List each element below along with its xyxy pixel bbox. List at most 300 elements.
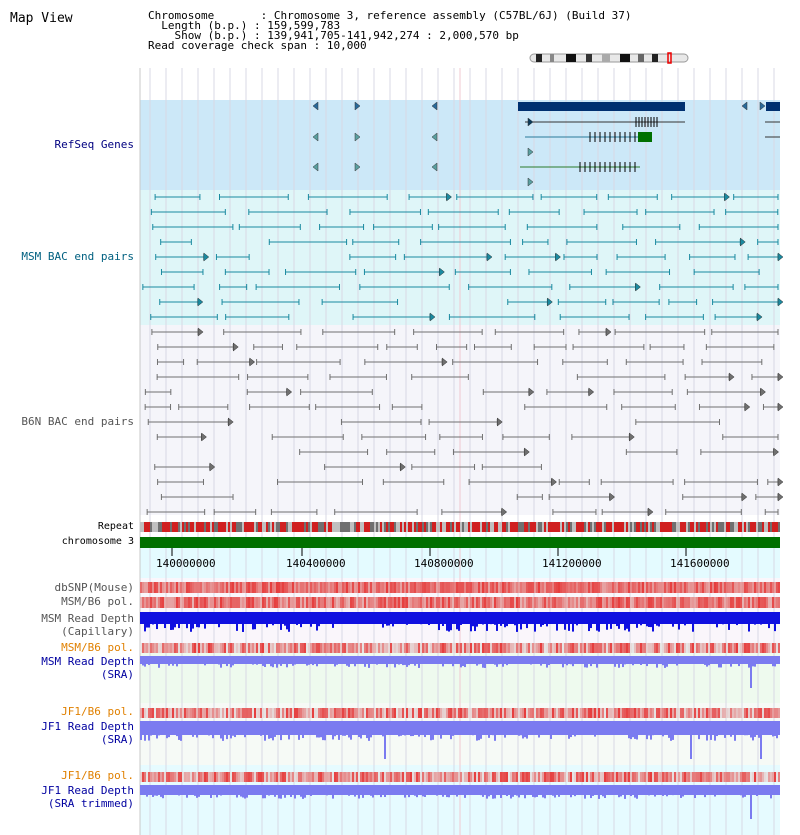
track-label-msm-depth-sra[interactable]: MSM Read Depth (41, 655, 134, 668)
pol-cell (346, 643, 348, 653)
depth-bar (698, 721, 700, 739)
pol-cell (772, 772, 774, 782)
dbsnp-cell (174, 582, 176, 593)
pol-cell (526, 597, 528, 608)
repeat-bar (318, 522, 320, 532)
repeat-bar (482, 522, 484, 532)
pol-cell (690, 597, 692, 608)
repeat-bar (172, 522, 174, 532)
depth-bar (554, 721, 556, 735)
repeat-bar (434, 522, 436, 532)
pol-cell (496, 708, 498, 718)
pol-cell (350, 772, 352, 782)
repeat-bar (162, 522, 164, 532)
dbsnp-cell (208, 582, 210, 593)
pol-cell (318, 643, 320, 653)
depth-bar (222, 612, 224, 624)
dbsnp-cell (374, 582, 376, 593)
depth-bar (408, 656, 410, 665)
depth-bar (418, 785, 420, 795)
depth-bar (462, 721, 464, 735)
depth-bar (246, 612, 248, 624)
repeat-bar (746, 522, 748, 532)
repeat-bar (778, 522, 780, 532)
pol-cell (450, 772, 452, 782)
depth-bar (666, 785, 668, 796)
depth-bar (530, 612, 532, 624)
track-label-jf1-depth[interactable]: JF1 Read Depth (41, 720, 134, 733)
dbsnp-cell (766, 582, 768, 593)
pol-cell (440, 772, 442, 782)
repeat-bar (236, 522, 238, 532)
pol-cell (296, 597, 298, 608)
track-label-msm-bac[interactable]: MSM BAC end pairs (21, 250, 134, 263)
pol-cell (224, 597, 226, 608)
pol-cell (576, 772, 578, 782)
depth-bar (314, 656, 316, 664)
repeat-bar (292, 522, 294, 532)
dbsnp-cell (670, 582, 672, 593)
dbsnp-cell (250, 582, 252, 593)
depth-bar (702, 656, 704, 664)
pol-cell (250, 772, 252, 782)
depth-bar (248, 721, 250, 735)
pol-cell (242, 708, 244, 718)
pol-cell (418, 643, 420, 653)
depth-bar (458, 656, 460, 664)
depth-bar (688, 612, 690, 624)
depth-bar (286, 785, 288, 795)
pol-cell (536, 597, 538, 608)
pol-cell (220, 597, 222, 608)
pol-cell (390, 597, 392, 608)
depth-bar (426, 656, 428, 664)
dbsnp-cell (258, 582, 260, 593)
depth-bar (220, 721, 222, 738)
depth-bar (776, 721, 778, 738)
depth-bar (376, 721, 378, 735)
pol-cell (534, 772, 536, 782)
pol-cell (188, 597, 190, 608)
pol-cell (558, 643, 560, 653)
depth-bar (602, 656, 604, 664)
pol-cell (574, 597, 576, 608)
depth-bar (534, 612, 536, 632)
pol-cell (318, 772, 320, 782)
pol-cell (504, 643, 506, 653)
bac-arrow (524, 448, 529, 456)
pol-cell (548, 708, 550, 718)
depth-bar (528, 785, 530, 795)
depth-bar (734, 785, 736, 795)
track-label-msm-b6-pol[interactable]: MSM/B6 pol. (61, 595, 134, 608)
depth-bar (294, 721, 296, 735)
depth-bar (752, 785, 754, 795)
pol-cell (448, 643, 450, 653)
depth-bar (718, 785, 720, 795)
depth-bar (602, 612, 604, 624)
pol-cell (464, 708, 466, 718)
pol-cell (464, 643, 466, 653)
depth-bar (158, 656, 160, 668)
depth-bar (202, 656, 204, 664)
depth-bar (668, 785, 670, 795)
repeat-bar (560, 522, 562, 532)
depth-bar (494, 656, 496, 665)
pol-cell (694, 772, 696, 782)
pol-cell (548, 643, 550, 653)
pol-cell (184, 708, 186, 718)
depth-bar (360, 785, 362, 795)
pol-cell (266, 597, 268, 608)
repeat-bar (186, 522, 188, 532)
repeat-bar (602, 522, 604, 532)
depth-bar (376, 785, 378, 795)
dbsnp-cell (496, 582, 498, 593)
depth-bar (438, 656, 440, 664)
pol-cell (650, 772, 652, 782)
depth-bar (268, 721, 270, 739)
depth-bar (470, 656, 472, 664)
depth-bar (422, 656, 424, 664)
dbsnp-cell (194, 582, 196, 593)
pol-cell (704, 597, 706, 608)
depth-bar (260, 656, 262, 664)
pol-cell (308, 597, 310, 608)
pol-cell (246, 597, 248, 608)
depth-bar (300, 656, 302, 664)
dbsnp-cell (140, 582, 142, 593)
pol-cell (332, 597, 334, 608)
track-label-msm-b6-pol-sra[interactable]: MSM/B6 pol. (61, 641, 134, 654)
dbsnp-cell (282, 582, 284, 593)
dbsnp-cell (352, 582, 354, 593)
track-label-repeat[interactable]: Repeat (97, 521, 134, 532)
repeat-bar (672, 522, 674, 532)
depth-bar (242, 785, 244, 797)
depth-bar (558, 785, 560, 797)
repeat-bar (460, 522, 462, 532)
depth-bar (344, 656, 346, 664)
pol-cell (446, 597, 448, 608)
repeat-bar (772, 522, 774, 532)
repeat-bar (762, 522, 764, 532)
depth-bar (526, 785, 528, 795)
pol-cell (186, 597, 188, 608)
pol-cell (730, 597, 732, 608)
pol-cell (656, 772, 658, 782)
depth-bar (586, 612, 588, 624)
track-label-chromosome[interactable]: chromosome 3 (61, 536, 134, 547)
depth-bar (236, 656, 238, 664)
pol-cell (754, 708, 756, 718)
pol-cell (174, 597, 176, 608)
dbsnp-cell (386, 582, 388, 593)
pol-cell (634, 597, 636, 608)
depth-bar (218, 612, 220, 627)
depth-bar (174, 785, 176, 795)
depth-bar (750, 721, 752, 737)
pol-cell (748, 772, 750, 782)
depth-bar (438, 785, 440, 795)
depth-bar (664, 721, 666, 735)
depth-bar (532, 721, 534, 735)
pol-cell (690, 708, 692, 718)
repeat-bar (614, 522, 616, 532)
depth-bar (328, 656, 330, 664)
pol-cell (582, 772, 584, 782)
pol-cell (464, 772, 466, 782)
pol-cell (292, 597, 294, 608)
pol-cell (490, 772, 492, 782)
pol-cell (408, 772, 410, 782)
depth-bar (644, 785, 646, 795)
pol-cell (588, 772, 590, 782)
pol-cell (204, 643, 206, 653)
pol-cell (286, 772, 288, 782)
depth-bar (240, 721, 242, 735)
depth-bar (700, 785, 702, 795)
dbsnp-cell (654, 582, 656, 593)
pol-cell (278, 708, 280, 718)
pol-cell (228, 597, 230, 608)
pol-cell (186, 643, 188, 653)
pol-cell (542, 708, 544, 718)
pol-cell (394, 643, 396, 653)
dbsnp-cell (216, 582, 218, 593)
pol-cell (662, 643, 664, 653)
pol-cell (366, 772, 368, 782)
pol-cell (652, 772, 654, 782)
track-label-refseq[interactable]: RefSeq Genes (54, 138, 134, 151)
pol-cell (686, 643, 688, 653)
depth-bar (312, 785, 314, 795)
depth-bar (430, 656, 432, 664)
depth-bar (768, 656, 770, 664)
dbsnp-cell (172, 582, 174, 593)
track-label-msm-depth-cap[interactable]: MSM Read Depth (41, 612, 134, 625)
depth-bar (322, 721, 324, 740)
bac-arrow (552, 478, 557, 486)
pol-cell (296, 708, 298, 718)
depth-bar (376, 612, 378, 624)
depth-bar (760, 721, 762, 759)
repeat-bar (664, 522, 666, 532)
dbsnp-cell (724, 582, 726, 593)
depth-bar (246, 721, 248, 735)
dbsnp-cell (758, 582, 760, 593)
pol-cell (274, 708, 276, 718)
repeat-bar (350, 522, 352, 532)
repeat-bar (370, 522, 372, 532)
pol-cell (598, 772, 600, 782)
repeat-bar (530, 522, 532, 532)
pol-cell (536, 772, 538, 782)
pol-cell (152, 772, 154, 782)
bac-arrow (729, 373, 734, 381)
pol-cell (488, 772, 490, 782)
pol-cell (170, 708, 172, 718)
pol-cell (238, 772, 240, 782)
pol-cell (272, 772, 274, 782)
depth-bar (386, 612, 388, 626)
dbsnp-cell (430, 582, 432, 593)
pol-cell (434, 708, 436, 718)
pol-cell (544, 597, 546, 608)
pol-cell (584, 597, 586, 608)
pol-cell (468, 708, 470, 718)
pol-cell (590, 643, 592, 653)
track-label-dbsnp[interactable]: dbSNP(Mouse) (54, 581, 134, 594)
pol-cell (728, 708, 730, 718)
depth-bar (356, 721, 358, 735)
pol-cell (714, 597, 716, 608)
depth-bar (690, 785, 692, 795)
depth-bar (360, 721, 362, 738)
depth-bar (606, 721, 608, 735)
depth-bar (230, 785, 232, 795)
pol-cell (510, 597, 512, 608)
depth-bar (518, 612, 520, 624)
pol-cell (180, 772, 182, 782)
depth-bar (680, 612, 682, 624)
pol-cell (240, 643, 242, 653)
pol-cell (308, 772, 310, 782)
depth-bar (746, 612, 748, 624)
depth-bar (770, 785, 772, 798)
pol-cell (646, 643, 648, 653)
depth-bar (166, 656, 168, 664)
repeat-bar (444, 522, 446, 532)
pol-cell (510, 772, 512, 782)
depth-bar (276, 785, 278, 795)
depth-bar (696, 721, 698, 735)
bac-arrow (778, 373, 783, 381)
pol-cell (254, 643, 256, 653)
pol-cell (778, 772, 780, 782)
pol-cell (300, 597, 302, 608)
repeat-bar (322, 522, 324, 532)
pol-cell (632, 708, 634, 718)
depth-bar (766, 721, 768, 735)
depth-bar (702, 721, 704, 735)
pol-cell (516, 708, 518, 718)
pol-cell (308, 708, 310, 718)
track-label-b6n-bac[interactable]: B6N BAC end pairs (21, 415, 134, 428)
depth-bar (146, 656, 148, 664)
depth-bar (380, 721, 382, 735)
pol-cell (482, 708, 484, 718)
dbsnp-cell (398, 582, 400, 593)
pol-cell (150, 772, 152, 782)
gene-utr (638, 132, 652, 142)
depth-bar (152, 785, 154, 797)
depth-bar (480, 785, 482, 795)
depth-bar (270, 612, 272, 624)
pol-cell (310, 708, 312, 718)
pol-cell (248, 643, 250, 653)
pol-cell (178, 643, 180, 653)
depth-bar (160, 785, 162, 797)
pol-cell (616, 772, 618, 782)
track-label-jf1-trim[interactable]: JF1 Read Depth (41, 784, 134, 797)
depth-bar (342, 785, 344, 795)
repeat-bar (612, 522, 614, 532)
dbsnp-cell (406, 582, 408, 593)
pol-cell (694, 643, 696, 653)
depth-bar (358, 612, 360, 624)
dbsnp-cell (726, 582, 728, 593)
pol-cell (424, 708, 426, 718)
pol-cell (474, 772, 476, 782)
depth-bar (250, 612, 252, 624)
pol-cell (348, 643, 350, 653)
pol-cell (668, 708, 670, 718)
depth-bar (710, 612, 712, 624)
repeat-bar (768, 522, 770, 532)
repeat-bar (298, 522, 300, 532)
depth-bar (458, 785, 460, 795)
depth-bar (256, 656, 258, 665)
pol-cell (190, 708, 192, 718)
track-label-jf1-b6-pol[interactable]: JF1/B6 pol. (61, 705, 134, 718)
depth-bar (628, 612, 630, 632)
dbsnp-cell (554, 582, 556, 593)
depth-bar (410, 721, 412, 736)
depth-bar (194, 785, 196, 796)
pol-cell (708, 772, 710, 782)
dbsnp-cell (594, 582, 596, 593)
dbsnp-cell (254, 582, 256, 593)
pol-cell (464, 597, 466, 608)
pol-cell (434, 772, 436, 782)
pol-cell (392, 643, 394, 653)
depth-bar (284, 656, 286, 664)
repeat-bar (508, 522, 510, 532)
pol-cell (514, 708, 516, 718)
repeat-bar (480, 522, 482, 532)
depth-bar (726, 656, 728, 664)
depth-bar (154, 612, 156, 624)
repeat-bar (652, 522, 654, 532)
pol-cell (236, 597, 238, 608)
depth-bar (620, 721, 622, 735)
depth-bar (434, 721, 436, 735)
repeat-bar (756, 522, 758, 532)
depth-bar (464, 656, 466, 667)
depth-bar (390, 721, 392, 735)
depth-bar (486, 785, 488, 799)
repeat-bar (484, 522, 486, 532)
pol-cell (504, 597, 506, 608)
depth-bar (256, 785, 258, 795)
track-label-jf1-b6-pol-trim[interactable]: JF1/B6 pol. (61, 769, 134, 782)
pol-cell (388, 708, 390, 718)
depth-bar (624, 656, 626, 664)
pol-cell (738, 597, 740, 608)
pol-cell (520, 597, 522, 608)
pol-cell (704, 643, 706, 653)
depth-bar (180, 656, 182, 664)
repeat-bar (222, 522, 224, 532)
pol-cell (214, 597, 216, 608)
pol-cell (720, 708, 722, 718)
dbsnp-cell (536, 582, 538, 593)
dbsnp-cell (694, 582, 696, 593)
depth-bar (656, 721, 658, 735)
depth-bar (226, 656, 228, 666)
depth-bar (350, 785, 352, 795)
